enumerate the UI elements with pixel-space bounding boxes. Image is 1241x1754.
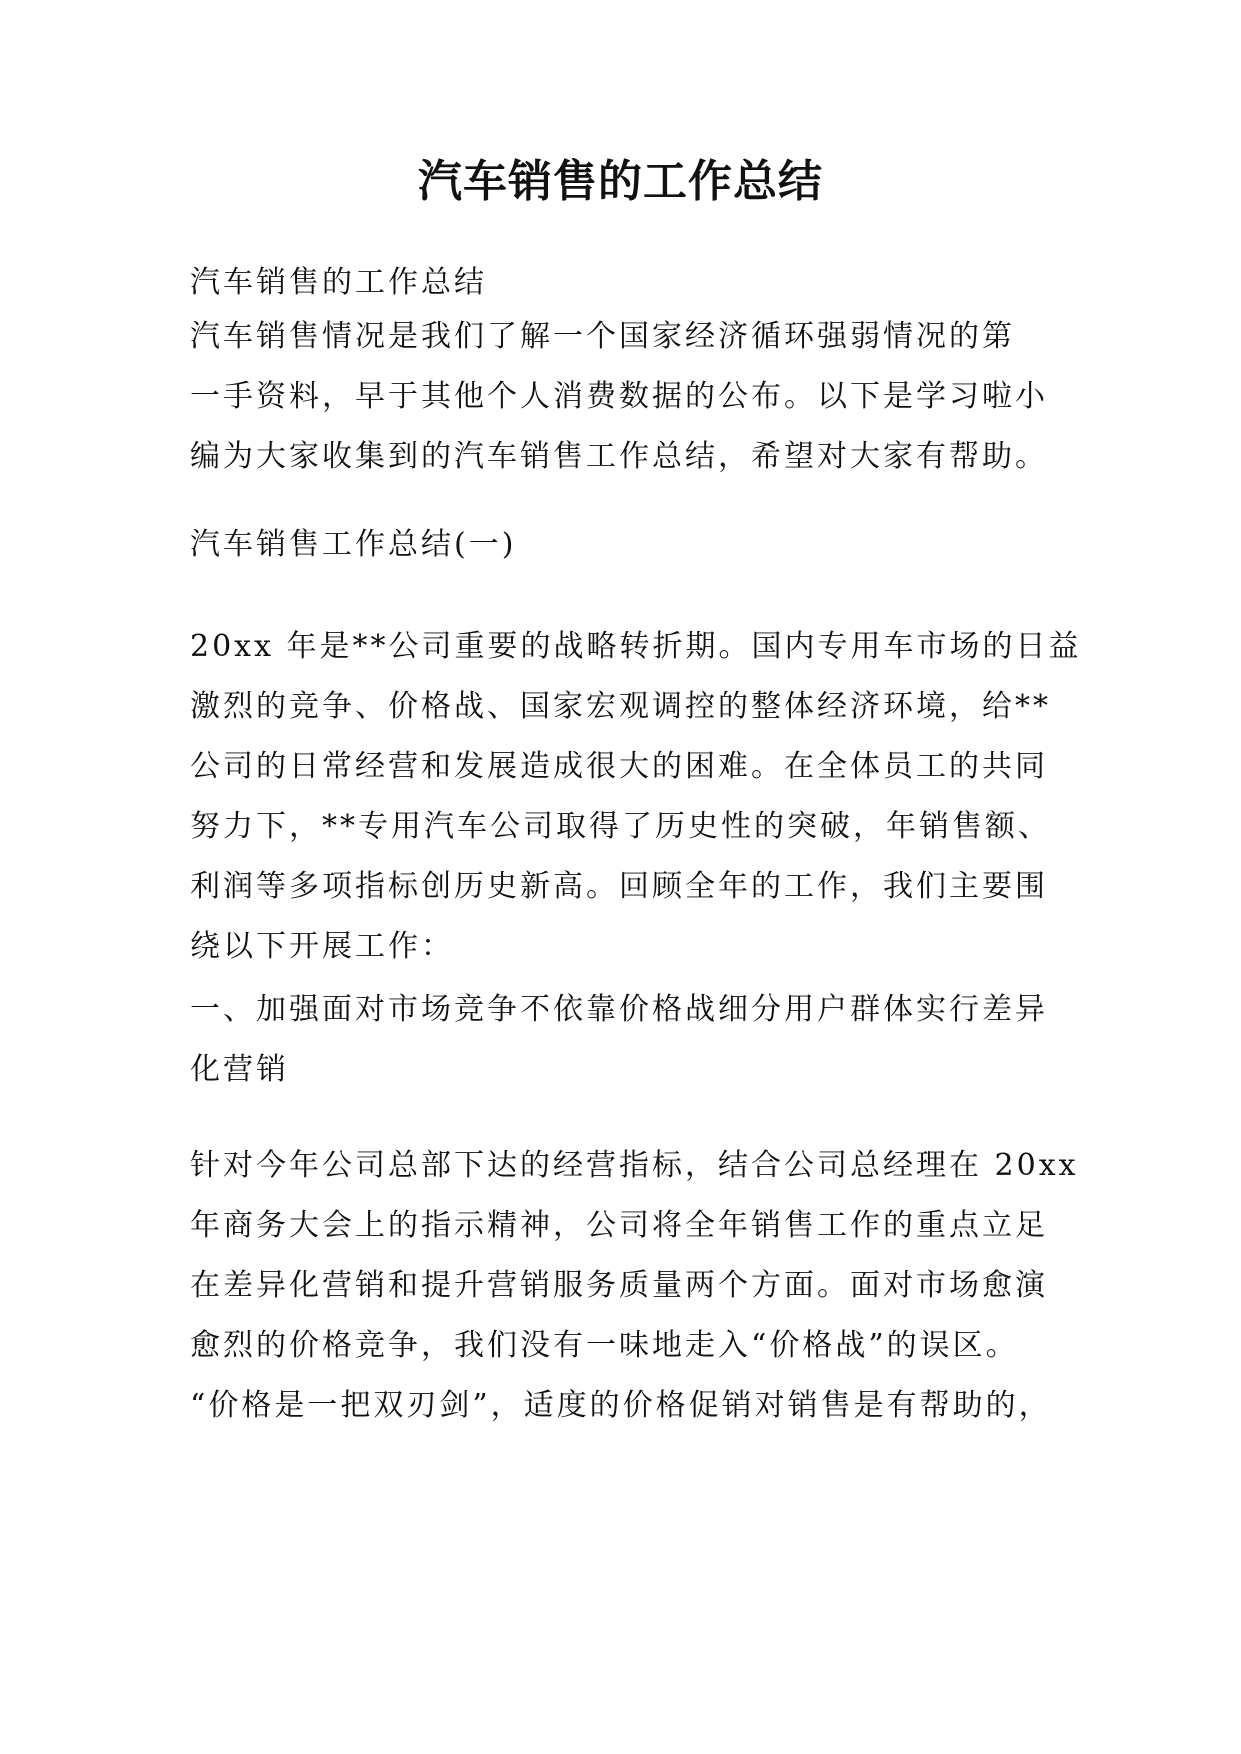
paragraph-1-line-2: 激烈的竞争、价格战、国家宏观调控的整体经济环境，给** <box>190 689 1051 724</box>
document-title: 汽车销售的工作总结 <box>418 156 823 207</box>
intro-paragraph <box>190 307 1050 487</box>
intro-line-1: 汽车销售情况是我们了解一个国家经济循环强弱情况的第 <box>190 319 1015 354</box>
paragraph-1-line-3: 公司的日常经营和发展造成很大的困难。在全体员工的共同 <box>190 749 1048 784</box>
point-1-heading <box>190 980 1050 1100</box>
document-subtitle <box>190 253 1050 313</box>
paragraph-1-line-6: 绕以下开展工作： <box>190 929 454 964</box>
point-1-heading-line-1: 一、加强面对市场竞争不依靠价格战细分用户群体实行差异 <box>190 992 1048 1027</box>
paragraph-2 <box>190 1136 1079 1436</box>
section-heading <box>190 515 1050 575</box>
paragraph-2-line-2: 年商务大会上的指示精神，公司将全年销售工作的重点立足 <box>190 1208 1048 1243</box>
paragraph-1-line-4: 努力下，**专用汽车公司取得了历史性的突破，年销售额、 <box>190 809 1051 844</box>
paragraph-1-line-1: 20xx 年是**公司重要的战略转折期。国内专用车市场的日益 <box>190 629 1082 664</box>
paragraph-1 <box>190 617 1082 977</box>
paragraph-2-line-3: 在差异化营销和提升营销服务质量两个方面。面对市场愈演 <box>190 1268 1048 1303</box>
intro-line-3: 编为大家收集到的汽车销售工作总结，希望对大家有帮助。 <box>190 439 1048 474</box>
paragraph-2-line-5: “价格是一把双刃剑”，适度的价格促销对销售是有帮助的， <box>190 1388 1052 1423</box>
paragraph-1-line-5: 利润等多项指标创历史新高。回顾全年的工作，我们主要围 <box>190 869 1048 904</box>
subtitle-line: 汽车销售的工作总结 <box>190 265 487 300</box>
intro-line-2: 一手资料，早于其他个人消费数据的公布。以下是学习啦小 <box>190 379 1048 414</box>
paragraph-2-line-4: 愈烈的价格竞争，我们没有一味地走入“价格战”的误区。 <box>190 1328 1019 1363</box>
section-heading-line: 汽车销售工作总结(一) <box>190 527 517 562</box>
point-1-heading-line-2: 化营销 <box>190 1052 289 1087</box>
paragraph-2-line-1: 针对今年公司总部下达的经营指标，结合公司总经理在 20xx <box>190 1148 1079 1183</box>
